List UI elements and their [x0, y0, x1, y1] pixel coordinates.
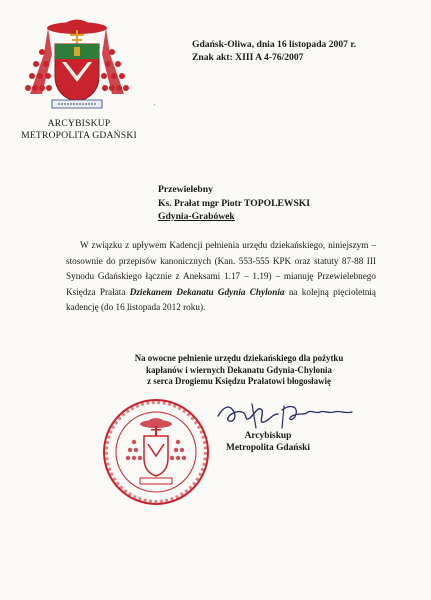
salutation: Przewielebny: [158, 184, 213, 195]
signer-block: [218, 431, 318, 454]
closing-line-3: z serca Drogiemu Księdzu Prałatowi błogosławię: [147, 376, 331, 386]
addressee-name: Ks. Prałat mgr Piotr TOPOLEWSKI: [158, 197, 310, 209]
body-paragraph: [66, 238, 376, 316]
signer-office: Metropolita Gdański: [226, 442, 310, 453]
office-title: ARCYBISKUP: [47, 118, 111, 129]
closing-line-1: Na owocne pełnienie urzędu dziekańskiego dla pożytku: [134, 353, 344, 363]
addressee-city: Gdynia-Grabówek: [158, 211, 235, 222]
body-text-part2: na kolejną pięcioletnią kadencję (do 16 listopada 2012 roku).: [66, 286, 376, 312]
letter-body: [66, 238, 376, 316]
issuing-office: [20, 118, 138, 141]
letter-header: [192, 38, 356, 64]
office-subtitle: METROPOLITA GDAŃSKI: [21, 129, 137, 141]
official-seal-stamp: [100, 396, 212, 508]
handwritten-signature: [212, 394, 362, 434]
addressee-block: [158, 183, 310, 224]
place-date: Gdańsk-Oliwa, dnia 16 listopada 2007 r.: [192, 39, 357, 50]
signer-title: Arcybiskup: [244, 431, 292, 441]
blessing-closing: [124, 353, 354, 388]
closing-line-2: kapłanów i wiernych Dekanatu Gdynia-Chylonia: [146, 364, 332, 375]
body-text-part1: W związku z upływem Kadencji pełnienia urzędu dziekańskiego, niniejszym – stosownie do przepisów kanonicznych (Kan. 553-555 KPK oraz statuty 87-88 III Synodu Gdańskiego łącznie z Aneksami 1.17 – 1.19) – mianuję Przewielebnego Księdza Prałata: [66, 240, 376, 297]
appointment-title: Dziekanem Dekanatu Gdynia Chylonia: [129, 286, 285, 297]
page-mark: ': [154, 103, 156, 111]
file-reference: Znak akt: XIII A 4-76/2007: [192, 52, 304, 63]
coat-of-arms-logo: [22, 14, 132, 112]
